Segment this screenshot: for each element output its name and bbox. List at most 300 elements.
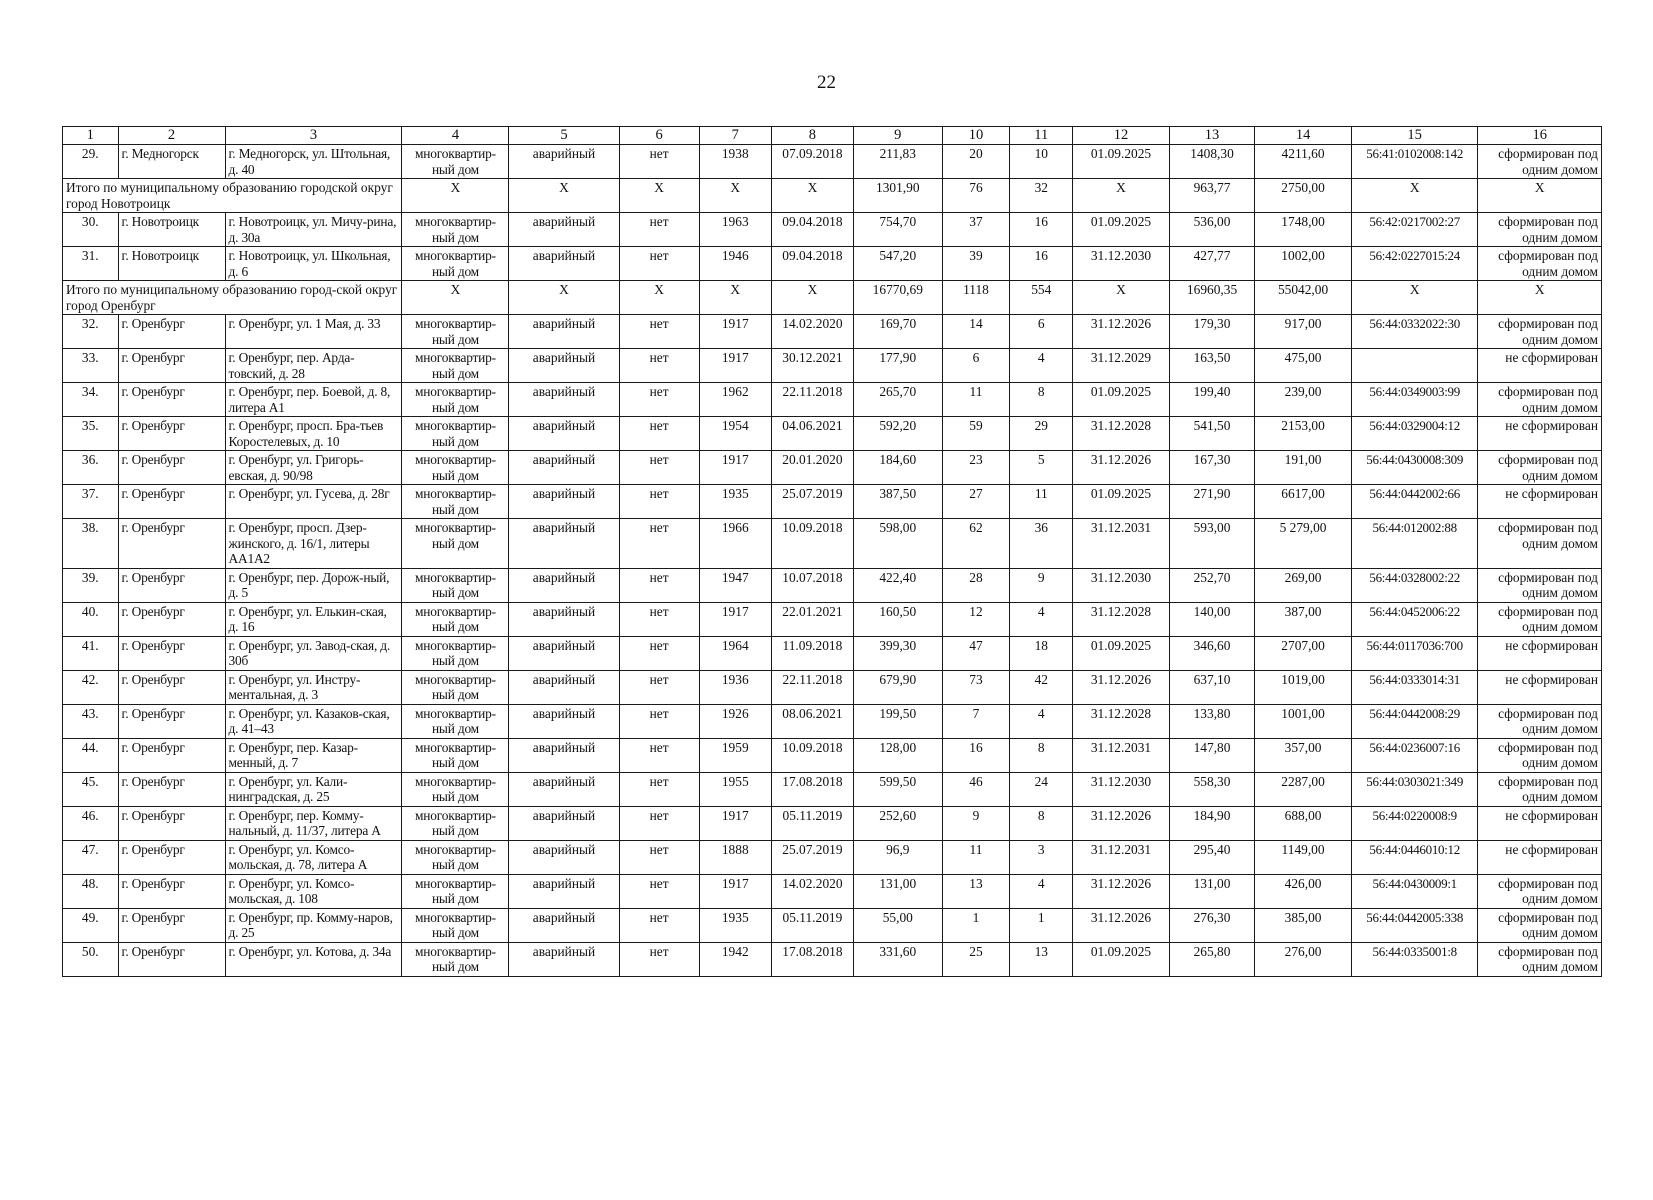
municipality-cell: г. Оренбург (118, 519, 225, 569)
residents-cell: 11 (942, 840, 1010, 874)
area-cell: 131,00 (854, 874, 942, 908)
municipality-cell: г. Медногорск (118, 145, 225, 179)
deadline-cell: 31.12.2031 (1073, 840, 1170, 874)
apartments-cell: 11 (1010, 485, 1073, 519)
subtotal-apartments-cell: 554 (1010, 281, 1073, 315)
deadline-cell: 01.09.2025 (1073, 636, 1170, 670)
area-cell: 184,60 (854, 451, 942, 485)
recognition-date-cell: 11.09.2018 (771, 636, 853, 670)
deadline-cell: 01.09.2025 (1073, 485, 1170, 519)
year-cell: 1917 (699, 349, 771, 383)
subtotal-x-cell: X (509, 281, 619, 315)
column-13-cell: 536,00 (1169, 213, 1254, 247)
cadastral-number-cell: 56:44:0452006:22 (1351, 602, 1478, 636)
condition-cell: аварийный (509, 485, 619, 519)
row-number: 39. (63, 568, 119, 602)
column-number: 8 (771, 127, 853, 145)
building-type-cell: многоквартир-ный дом (402, 738, 509, 772)
subtotal-x-cell: X (619, 179, 699, 213)
deadline-cell: 31.12.2030 (1073, 247, 1170, 281)
land-plot-status-cell: не сформирован (1478, 670, 1602, 704)
subtotal-x-cell: X (402, 281, 509, 315)
residents-cell: 25 (942, 942, 1010, 976)
column-14-cell: 1748,00 (1255, 213, 1352, 247)
building-type-cell: многоквартир-ный дом (402, 451, 509, 485)
address-cell: г. Оренбург, ул. Завод-ская, д. 30б (225, 636, 402, 670)
municipality-cell: г. Оренбург (118, 602, 225, 636)
table-row (63, 874, 1602, 908)
flag-cell: нет (619, 247, 699, 281)
year-cell: 1946 (699, 247, 771, 281)
apartments-cell: 8 (1010, 806, 1073, 840)
cadastral-number-cell: 56:44:0430009:1 (1351, 874, 1478, 908)
area-cell: 96,9 (854, 840, 942, 874)
municipality-cell: г. Оренбург (118, 417, 225, 451)
deadline-cell: 31.12.2031 (1073, 519, 1170, 569)
land-plot-status-cell: сформирован под одним домом (1478, 247, 1602, 281)
subtotal-column-13-cell: 963,77 (1169, 179, 1254, 213)
address-cell: г. Оренбург, ул. Котова, д. 34а (225, 942, 402, 976)
condition-cell: аварийный (509, 772, 619, 806)
residents-cell: 28 (942, 568, 1010, 602)
row-number: 43. (63, 704, 119, 738)
area-cell: 265,70 (854, 383, 942, 417)
recognition-date-cell: 09.04.2018 (771, 213, 853, 247)
condition-cell: аварийный (509, 738, 619, 772)
year-cell: 1964 (699, 636, 771, 670)
row-number: 46. (63, 806, 119, 840)
flag-cell: нет (619, 670, 699, 704)
table-row (63, 451, 1602, 485)
area-cell: 252,60 (854, 806, 942, 840)
subtotal-x-cell: X (619, 281, 699, 315)
subtotal-x-cell: X (1478, 281, 1602, 315)
condition-cell: аварийный (509, 315, 619, 349)
table-row (63, 908, 1602, 942)
area-cell: 55,00 (854, 908, 942, 942)
residents-cell: 14 (942, 315, 1010, 349)
land-plot-status-cell: сформирован под одним домом (1478, 451, 1602, 485)
residents-cell: 16 (942, 738, 1010, 772)
apartments-cell: 8 (1010, 738, 1073, 772)
municipality-cell: г. Оренбург (118, 942, 225, 976)
condition-cell: аварийный (509, 874, 619, 908)
row-number: 30. (63, 213, 119, 247)
apartments-cell: 8 (1010, 383, 1073, 417)
column-number: 12 (1073, 127, 1170, 145)
address-cell: г. Оренбург, пер. Дорож-ный, д. 5 (225, 568, 402, 602)
land-plot-status-cell: не сформирован (1478, 417, 1602, 451)
residents-cell: 46 (942, 772, 1010, 806)
land-plot-status-cell: сформирован под одним домом (1478, 704, 1602, 738)
column-14-cell: 688,00 (1255, 806, 1352, 840)
land-plot-status-cell: сформирован под одним домом (1478, 772, 1602, 806)
subtotal-x-cell: X (1073, 179, 1170, 213)
column-13-cell: 271,90 (1169, 485, 1254, 519)
recognition-date-cell: 05.11.2019 (771, 806, 853, 840)
subtotal-column-14-cell: 2750,00 (1255, 179, 1352, 213)
municipality-cell: г. Оренбург (118, 670, 225, 704)
area-cell: 169,70 (854, 315, 942, 349)
building-type-cell: многоквартир-ный дом (402, 670, 509, 704)
deadline-cell: 01.09.2025 (1073, 383, 1170, 417)
building-type-cell: многоквартир-ный дом (402, 942, 509, 976)
apartments-cell: 16 (1010, 247, 1073, 281)
cadastral-number-cell: 56:44:012002:88 (1351, 519, 1478, 569)
flag-cell: нет (619, 772, 699, 806)
table-row (63, 145, 1602, 179)
residents-cell: 7 (942, 704, 1010, 738)
column-14-cell: 4211,60 (1255, 145, 1352, 179)
column-13-cell: 252,70 (1169, 568, 1254, 602)
condition-cell: аварийный (509, 908, 619, 942)
land-plot-status-cell: сформирован под одним домом (1478, 213, 1602, 247)
flag-cell: нет (619, 485, 699, 519)
land-plot-status-cell: сформирован под одним домом (1478, 942, 1602, 976)
column-13-cell: 184,90 (1169, 806, 1254, 840)
year-cell: 1917 (699, 806, 771, 840)
deadline-cell: 31.12.2028 (1073, 602, 1170, 636)
condition-cell: аварийный (509, 670, 619, 704)
deadline-cell: 31.12.2026 (1073, 874, 1170, 908)
deadline-cell: 31.12.2029 (1073, 349, 1170, 383)
subtotal-area-cell: 16770,69 (854, 281, 942, 315)
residents-cell: 13 (942, 874, 1010, 908)
table-row (63, 247, 1602, 281)
address-cell: г. Оренбург, ул. Комсо-мольская, д. 108 (225, 874, 402, 908)
condition-cell: аварийный (509, 247, 619, 281)
address-cell: г. Оренбург, пер. Арда-товский, д. 28 (225, 349, 402, 383)
cadastral-number-cell: 56:42:0217002:27 (1351, 213, 1478, 247)
flag-cell: нет (619, 417, 699, 451)
column-13-cell: 179,30 (1169, 315, 1254, 349)
residents-cell: 47 (942, 636, 1010, 670)
column-number: 9 (854, 127, 942, 145)
municipality-cell: г. Оренбург (118, 315, 225, 349)
apartments-cell: 29 (1010, 417, 1073, 451)
land-plot-status-cell: сформирован под одним домом (1478, 315, 1602, 349)
column-number: 7 (699, 127, 771, 145)
subtotal-residents-cell: 76 (942, 179, 1010, 213)
housing-table (62, 126, 1602, 977)
column-number: 6 (619, 127, 699, 145)
subtotal-apartments-cell: 32 (1010, 179, 1073, 213)
row-number: 47. (63, 840, 119, 874)
subtotal-residents-cell: 1118 (942, 281, 1010, 315)
column-14-cell: 1149,00 (1255, 840, 1352, 874)
area-cell: 679,90 (854, 670, 942, 704)
subtotal-x-cell: X (699, 179, 771, 213)
column-number: 2 (118, 127, 225, 145)
address-cell: г. Оренбург, просп. Дзер-жинского, д. 16/1, литеры АА1А2 (225, 519, 402, 569)
subtotal-area-cell: 1301,90 (854, 179, 942, 213)
residents-cell: 1 (942, 908, 1010, 942)
year-cell: 1963 (699, 213, 771, 247)
column-13-cell: 558,30 (1169, 772, 1254, 806)
apartments-cell: 16 (1010, 213, 1073, 247)
row-number: 45. (63, 772, 119, 806)
year-cell: 1936 (699, 670, 771, 704)
deadline-cell: 31.12.2028 (1073, 417, 1170, 451)
year-cell: 1954 (699, 417, 771, 451)
deadline-cell: 31.12.2028 (1073, 704, 1170, 738)
cadastral-number-cell: 56:44:0442002:66 (1351, 485, 1478, 519)
subtotal-x-cell: X (1351, 281, 1478, 315)
land-plot-status-cell: не сформирован (1478, 636, 1602, 670)
cadastral-number-cell: 56:44:0430008:309 (1351, 451, 1478, 485)
table-row (63, 738, 1602, 772)
building-type-cell: многоквартир-ный дом (402, 568, 509, 602)
cadastral-number-cell: 56:41:0102008:142 (1351, 145, 1478, 179)
column-13-cell: 167,30 (1169, 451, 1254, 485)
cadastral-number-cell: 56:44:0335001:8 (1351, 942, 1478, 976)
year-cell: 1917 (699, 315, 771, 349)
column-13-cell: 295,40 (1169, 840, 1254, 874)
flag-cell: нет (619, 602, 699, 636)
address-cell: г. Оренбург, ул. Казаков-ская, д. 41–43 (225, 704, 402, 738)
residents-cell: 73 (942, 670, 1010, 704)
cadastral-number-cell: 56:44:0303021:349 (1351, 772, 1478, 806)
subtotal-x-cell: X (1478, 179, 1602, 213)
address-cell: г. Оренбург, пер. Боевой, д. 8, литера А1 (225, 383, 402, 417)
row-number: 42. (63, 670, 119, 704)
apartments-cell: 18 (1010, 636, 1073, 670)
address-cell: г. Оренбург, пер. Казар-менный, д. 7 (225, 738, 402, 772)
column-number: 1 (63, 127, 119, 145)
flag-cell: нет (619, 349, 699, 383)
recognition-date-cell: 07.09.2018 (771, 145, 853, 179)
column-13-cell: 147,80 (1169, 738, 1254, 772)
deadline-cell: 31.12.2026 (1073, 670, 1170, 704)
column-14-cell: 2153,00 (1255, 417, 1352, 451)
subtotal-label: Итого по муниципальному образованию городской округ город Новотроицк (63, 179, 402, 213)
building-type-cell: многоквартир-ный дом (402, 315, 509, 349)
recognition-date-cell: 14.02.2020 (771, 315, 853, 349)
condition-cell: аварийный (509, 213, 619, 247)
land-plot-status-cell: сформирован под одним домом (1478, 568, 1602, 602)
flag-cell: нет (619, 519, 699, 569)
building-type-cell: многоквартир-ный дом (402, 908, 509, 942)
area-cell: 592,20 (854, 417, 942, 451)
subtotal-x-cell: X (1351, 179, 1478, 213)
cadastral-number-cell: 56:42:0227015:24 (1351, 247, 1478, 281)
year-cell: 1966 (699, 519, 771, 569)
apartments-cell: 36 (1010, 519, 1073, 569)
subtotal-row (63, 179, 1602, 213)
land-plot-status-cell: сформирован под одним домом (1478, 908, 1602, 942)
condition-cell: аварийный (509, 704, 619, 738)
building-type-cell: многоквартир-ный дом (402, 485, 509, 519)
table-row (63, 670, 1602, 704)
municipality-cell: г. Оренбург (118, 349, 225, 383)
table-row (63, 315, 1602, 349)
recognition-date-cell: 22.01.2021 (771, 602, 853, 636)
year-cell: 1955 (699, 772, 771, 806)
land-plot-status-cell: не сформирован (1478, 840, 1602, 874)
recognition-date-cell: 04.06.2021 (771, 417, 853, 451)
apartments-cell: 42 (1010, 670, 1073, 704)
apartments-cell: 5 (1010, 451, 1073, 485)
building-type-cell: многоквартир-ный дом (402, 519, 509, 569)
table-row (63, 704, 1602, 738)
apartments-cell: 4 (1010, 704, 1073, 738)
municipality-cell: г. Оренбург (118, 451, 225, 485)
area-cell: 599,50 (854, 772, 942, 806)
municipality-cell: г. Оренбург (118, 383, 225, 417)
building-type-cell: многоквартир-ный дом (402, 247, 509, 281)
area-cell: 128,00 (854, 738, 942, 772)
column-13-cell: 346,60 (1169, 636, 1254, 670)
flag-cell: нет (619, 942, 699, 976)
deadline-cell: 31.12.2031 (1073, 738, 1170, 772)
deadline-cell: 31.12.2026 (1073, 315, 1170, 349)
deadline-cell: 31.12.2030 (1073, 772, 1170, 806)
municipality-cell: г. Оренбург (118, 738, 225, 772)
column-13-cell: 140,00 (1169, 602, 1254, 636)
building-type-cell: многоквартир-ный дом (402, 602, 509, 636)
recognition-date-cell: 10.09.2018 (771, 519, 853, 569)
municipality-cell: г. Оренбург (118, 806, 225, 840)
flag-cell: нет (619, 806, 699, 840)
row-number: 32. (63, 315, 119, 349)
recognition-date-cell: 08.06.2021 (771, 704, 853, 738)
apartments-cell: 6 (1010, 315, 1073, 349)
column-number: 16 (1478, 127, 1602, 145)
column-13-cell: 131,00 (1169, 874, 1254, 908)
year-cell: 1926 (699, 704, 771, 738)
table-row (63, 213, 1602, 247)
recognition-date-cell: 10.07.2018 (771, 568, 853, 602)
condition-cell: аварийный (509, 806, 619, 840)
subtotal-x-cell: X (771, 281, 853, 315)
cadastral-number-cell: 56:44:0328002:22 (1351, 568, 1478, 602)
address-cell: г. Оренбург, ул. Елькин-ская, д. 16 (225, 602, 402, 636)
recognition-date-cell: 14.02.2020 (771, 874, 853, 908)
year-cell: 1917 (699, 602, 771, 636)
municipality-cell: г. Оренбург (118, 772, 225, 806)
table-row (63, 349, 1602, 383)
table-row (63, 519, 1602, 569)
table-row (63, 806, 1602, 840)
flag-cell: нет (619, 636, 699, 670)
table-body (63, 127, 1602, 977)
address-cell: г. Медногорск, ул. Штольная, д. 40 (225, 145, 402, 179)
building-type-cell: многоквартир-ный дом (402, 874, 509, 908)
deadline-cell: 31.12.2026 (1073, 451, 1170, 485)
recognition-date-cell: 05.11.2019 (771, 908, 853, 942)
area-cell: 754,70 (854, 213, 942, 247)
area-cell: 177,90 (854, 349, 942, 383)
table-row (63, 383, 1602, 417)
row-number: 41. (63, 636, 119, 670)
municipality-cell: г. Оренбург (118, 908, 225, 942)
residents-cell: 20 (942, 145, 1010, 179)
subtotal-x-cell: X (402, 179, 509, 213)
area-cell: 399,30 (854, 636, 942, 670)
apartments-cell: 4 (1010, 602, 1073, 636)
column-number: 3 (225, 127, 402, 145)
column-14-cell: 5 279,00 (1255, 519, 1352, 569)
flag-cell: нет (619, 908, 699, 942)
column-14-cell: 239,00 (1255, 383, 1352, 417)
column-number: 11 (1010, 127, 1073, 145)
area-cell: 598,00 (854, 519, 942, 569)
deadline-cell: 31.12.2026 (1073, 908, 1170, 942)
column-number: 14 (1255, 127, 1352, 145)
flag-cell: нет (619, 738, 699, 772)
building-type-cell: многоквартир-ный дом (402, 145, 509, 179)
page-number: 22 (817, 72, 836, 93)
column-14-cell: 426,00 (1255, 874, 1352, 908)
condition-cell: аварийный (509, 349, 619, 383)
cadastral-number-cell: 56:44:0329004:12 (1351, 417, 1478, 451)
land-plot-status-cell: сформирован под одним домом (1478, 602, 1602, 636)
flag-cell: нет (619, 874, 699, 908)
condition-cell: аварийный (509, 942, 619, 976)
column-13-cell: 541,50 (1169, 417, 1254, 451)
building-type-cell: многоквартир-ный дом (402, 806, 509, 840)
column-number-row (63, 127, 1602, 145)
column-number: 5 (509, 127, 619, 145)
residents-cell: 23 (942, 451, 1010, 485)
table-row (63, 417, 1602, 451)
table-row (63, 568, 1602, 602)
deadline-cell: 01.09.2025 (1073, 942, 1170, 976)
column-13-cell: 637,10 (1169, 670, 1254, 704)
flag-cell: нет (619, 145, 699, 179)
column-14-cell: 475,00 (1255, 349, 1352, 383)
address-cell: г. Оренбург, ул. 1 Мая, д. 33 (225, 315, 402, 349)
area-cell: 160,50 (854, 602, 942, 636)
subtotal-row (63, 281, 1602, 315)
flag-cell: нет (619, 704, 699, 738)
column-13-cell: 265,80 (1169, 942, 1254, 976)
municipality-cell: г. Оренбург (118, 568, 225, 602)
column-14-cell: 1001,00 (1255, 704, 1352, 738)
year-cell: 1962 (699, 383, 771, 417)
residents-cell: 62 (942, 519, 1010, 569)
row-number: 40. (63, 602, 119, 636)
cadastral-number-cell: 56:44:0333014:31 (1351, 670, 1478, 704)
residents-cell: 39 (942, 247, 1010, 281)
land-plot-status-cell: не сформирован (1478, 806, 1602, 840)
subtotal-label: Итого по муниципальному образованию город-ской округ город Оренбург (63, 281, 402, 315)
building-type-cell: многоквартир-ный дом (402, 417, 509, 451)
year-cell: 1935 (699, 485, 771, 519)
cadastral-number-cell: 56:44:0117036:700 (1351, 636, 1478, 670)
cadastral-number-cell: 56:44:0442005:338 (1351, 908, 1478, 942)
row-number: 50. (63, 942, 119, 976)
row-number: 34. (63, 383, 119, 417)
table-row (63, 840, 1602, 874)
year-cell: 1888 (699, 840, 771, 874)
residents-cell: 27 (942, 485, 1010, 519)
area-cell: 199,50 (854, 704, 942, 738)
condition-cell: аварийный (509, 145, 619, 179)
building-type-cell: многоквартир-ный дом (402, 383, 509, 417)
condition-cell: аварийный (509, 636, 619, 670)
flag-cell: нет (619, 213, 699, 247)
column-14-cell: 387,00 (1255, 602, 1352, 636)
residents-cell: 11 (942, 383, 1010, 417)
deadline-cell: 01.09.2025 (1073, 145, 1170, 179)
condition-cell: аварийный (509, 383, 619, 417)
column-14-cell: 276,00 (1255, 942, 1352, 976)
deadline-cell: 31.12.2026 (1073, 806, 1170, 840)
municipality-cell: г. Оренбург (118, 874, 225, 908)
year-cell: 1942 (699, 942, 771, 976)
recognition-date-cell: 22.11.2018 (771, 670, 853, 704)
